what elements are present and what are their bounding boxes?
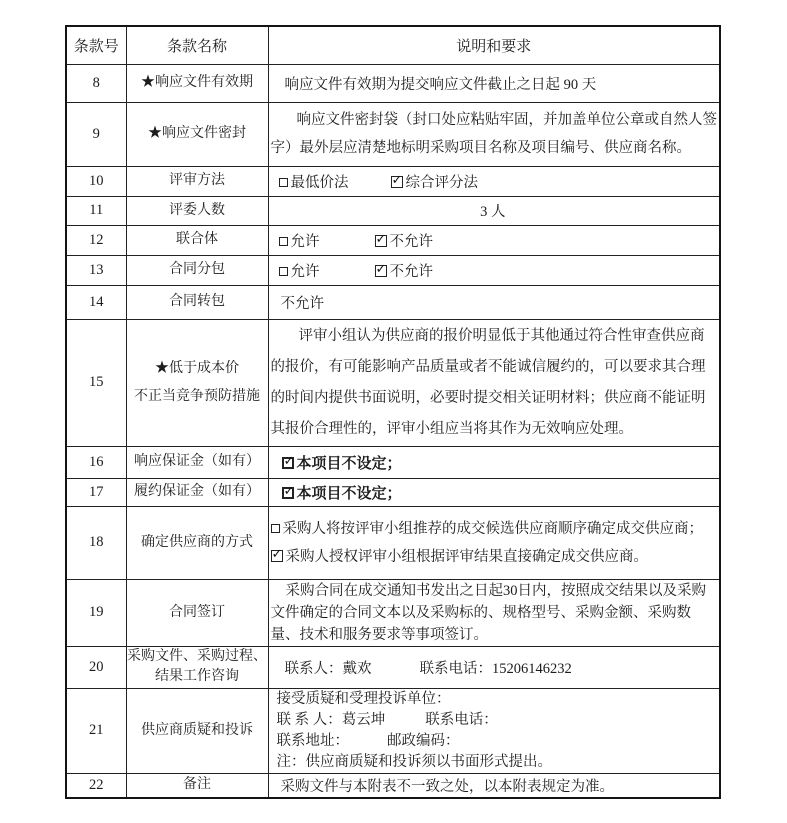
clause-number: 18 <box>66 506 126 579</box>
clause-name: 联合体 <box>126 225 268 255</box>
requirement-text: 3 人 <box>268 196 720 225</box>
header-clause-name: 条款名称 <box>126 26 268 64</box>
row-12 <box>66 225 720 255</box>
complaint-address: 联系地址： <box>276 732 349 749</box>
requirement-options <box>268 446 720 478</box>
complaint-contact-line <box>277 710 718 731</box>
clause-name: 评审方法 <box>126 166 268 196</box>
complaint-contact-phone: 联系电话： <box>425 711 498 728</box>
row-14 <box>66 285 720 319</box>
clause-number: 9 <box>66 102 126 166</box>
clause-name: 合同分包 <box>126 255 268 285</box>
clause-number: 8 <box>66 64 126 102</box>
clause-name <box>126 646 268 688</box>
header-requirements: 说明和要求 <box>268 26 720 64</box>
clause-number: 11 <box>66 196 126 225</box>
option-label: 不允许 <box>389 263 433 280</box>
clause-number: 17 <box>66 478 126 506</box>
clause-name: 备注 <box>126 773 268 798</box>
option-label: 允许 <box>290 263 320 280</box>
row-11 <box>66 196 720 225</box>
row-15 <box>66 319 720 446</box>
clause-name: 评委人数 <box>126 196 268 225</box>
row-20 <box>66 646 720 688</box>
option-label: 本项目不设定； <box>296 484 402 502</box>
clause-number: 16 <box>66 446 126 478</box>
requirement-text: 不允许 <box>268 285 720 319</box>
row-13 <box>66 255 720 285</box>
header-row <box>66 26 720 64</box>
checkbox-unchecked-icon <box>279 267 288 276</box>
checkbox-checked-icon <box>282 457 294 469</box>
checkbox-checked-icon <box>375 265 387 277</box>
option-label: 综合评分法 <box>405 174 478 191</box>
clause-number: 15 <box>66 319 126 446</box>
option-label: 允许 <box>290 233 320 250</box>
clause-number: 22 <box>66 773 126 798</box>
header-clause-number: 条款号 <box>66 26 126 64</box>
clause-name-line: ★低于成本价 <box>155 360 239 376</box>
row-21 <box>66 688 720 773</box>
clause-number: 14 <box>66 285 126 319</box>
checkbox-checked-icon <box>271 550 283 562</box>
checkbox-checked-icon <box>391 176 403 188</box>
complaint-address-line <box>277 731 718 752</box>
requirement-text: 评审小组认为供应商的报价明显低于其他通过符合性审查供应商的报价，有可能影响产品质量或者不能诚信履约的，可以要求其合理的时间内提供书面说明，必要时提交相关证明材料；供应商不能证明其报价合理性的，评审小组应当将其作为无效响应处理。 <box>268 319 720 446</box>
clause-name-line: 不正当竞争预防措施 <box>134 388 260 404</box>
row-8 <box>66 64 720 102</box>
clause-name: 供应商质疑和投诉 <box>126 688 268 773</box>
clause-name: 履约保证金（如有） <box>126 478 268 506</box>
complaint-note-line: 注：供应商质疑和投诉须以书面形式提出。 <box>276 753 552 770</box>
requirement-text: 响应文件密封袋（封口处应粘贴牢固，并加盖单位公章或自然人签字）最外层应清楚地标明采购项目名称及项目编号、供应商名称。 <box>268 102 720 166</box>
requirement-contact <box>268 646 720 688</box>
checkbox-checked-icon <box>282 487 294 499</box>
row-19 <box>66 579 720 646</box>
option-label: 不允许 <box>389 233 433 250</box>
row-9 <box>66 102 720 166</box>
clause-table <box>65 25 721 799</box>
clause-number: 10 <box>66 166 126 196</box>
clause-name: ★响应文件有效期 <box>126 64 268 102</box>
clause-name-line: 结果工作咨询 <box>155 669 239 684</box>
row-17 <box>66 478 720 506</box>
row-10 <box>66 166 720 196</box>
row-22 <box>66 773 720 798</box>
requirement-complaint-info <box>268 688 720 773</box>
requirement-options <box>268 506 720 579</box>
requirement-text: 采购文件与本附表不一致之处，以本附表规定为准。 <box>268 773 720 798</box>
requirement-text: 采购合同在成交通知书发出之日起30日内，按照成交结果以及采购文件确定的合同文本以及采购标的、规格型号、采购金额、采购数量、技术和服务要求等事项签订。 <box>268 579 720 646</box>
requirement-options <box>268 478 720 506</box>
requirement-options <box>268 225 720 255</box>
option-label: 采购人将按评审小组推荐的成交候选供应商顺序确定成交供应商； <box>282 520 703 537</box>
contact-phone: 联系电话：15206146232 <box>419 660 572 677</box>
requirement-options <box>268 166 720 196</box>
row-16 <box>66 446 720 478</box>
clause-name: ★响应文件密封 <box>126 102 268 166</box>
option-label: 本项目不设定； <box>296 454 402 472</box>
option-label: 最低价法 <box>290 174 349 191</box>
clause-name-line: 采购文件、采购过程、 <box>127 649 267 664</box>
contact-person: 联系人：戴欢 <box>284 660 372 677</box>
clause-number: 19 <box>66 579 126 646</box>
clause-name: 确定供应商的方式 <box>126 506 268 579</box>
complaint-contact-person: 联 系 人：葛云坤 <box>276 711 386 728</box>
clause-number: 13 <box>66 255 126 285</box>
option-line <box>271 543 718 571</box>
clause-name: 合同转包 <box>126 285 268 319</box>
clause-number: 21 <box>66 688 126 773</box>
requirement-options <box>268 255 720 285</box>
clause-number: 20 <box>66 646 126 688</box>
option-label: 采购人授权评审小组根据评审结果直接确定成交供应商。 <box>285 548 648 565</box>
option-line <box>271 515 718 543</box>
checkbox-unchecked-icon <box>279 237 288 246</box>
requirement-text: 响应文件有效期为提交响应文件截止之日起 90 天 <box>268 64 720 102</box>
clause-name: 合同签订 <box>126 579 268 646</box>
checkbox-unchecked-icon <box>279 178 288 187</box>
checkbox-checked-icon <box>375 235 387 247</box>
checkbox-unchecked-icon <box>271 524 280 533</box>
clause-number: 12 <box>66 225 126 255</box>
row-18 <box>66 506 720 579</box>
complaint-unit-line: 接受质疑和受理投诉单位： <box>276 690 451 707</box>
clause-name: 响应保证金（如有） <box>126 446 268 478</box>
complaint-postcode: 邮政编码： <box>387 732 460 749</box>
clause-name <box>126 319 268 446</box>
